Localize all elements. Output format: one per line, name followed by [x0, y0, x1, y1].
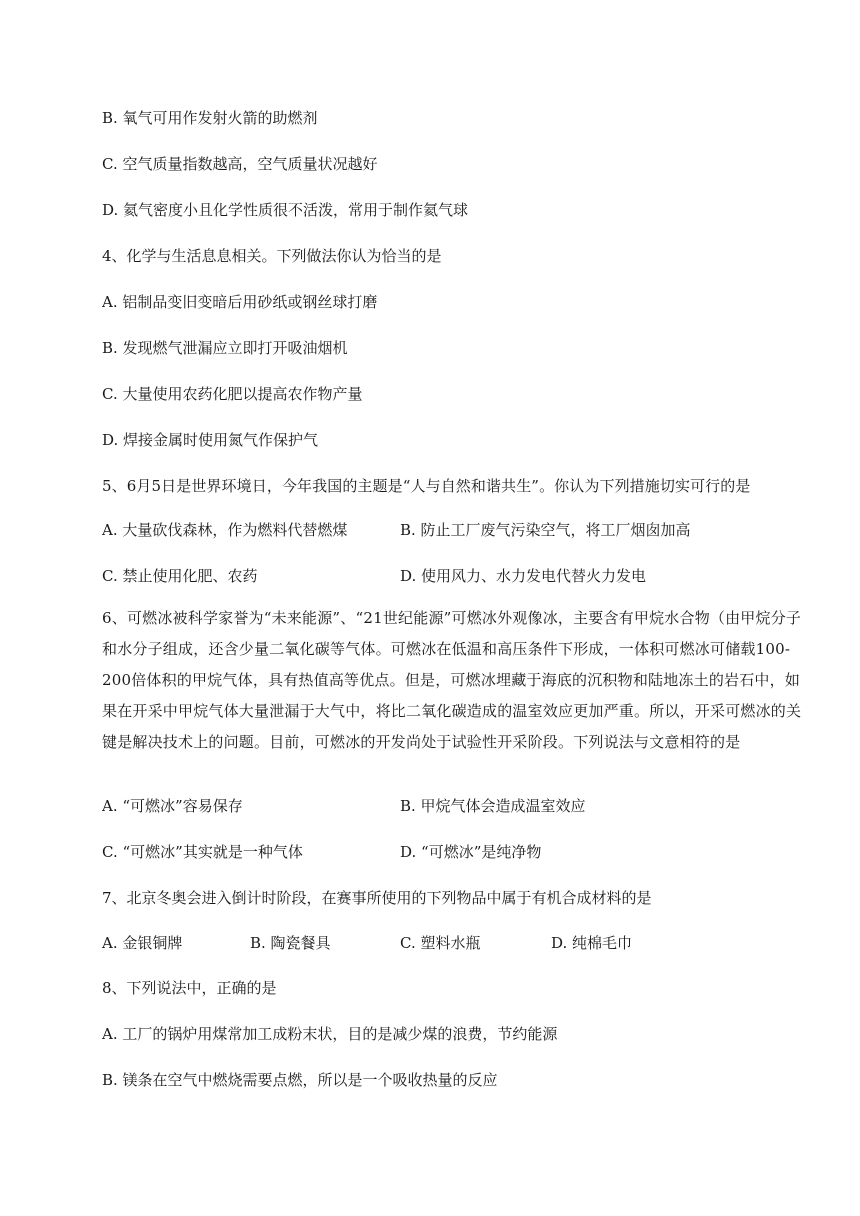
q7-option-c: C. 塑料水瓶	[400, 934, 481, 952]
q3-option-d: D. 氦气密度小且化学性质很不活泼，常用于制作氦气球	[102, 201, 469, 219]
q4-option-d: D. 焊接金属时使用氮气作保护气	[102, 431, 319, 449]
q6-option-d: D. “可燃冰”是纯净物	[400, 843, 542, 861]
q3-option-b: B. 氧气可用作发射火箭的助燃剂	[102, 109, 318, 127]
q8-option-a: A. 工厂的锅炉用煤常加工成粉末状，目的是减少煤的浪费，节约能源	[102, 1025, 558, 1043]
q5-option-c: C. 禁止使用化肥、农药	[102, 567, 258, 585]
q6-option-b: B. 甲烷气体会造成温室效应	[400, 797, 586, 815]
q7-option-a: A. 金银铜牌	[102, 934, 183, 952]
q6-option-a: A. “可燃冰”容易保存	[102, 797, 243, 815]
q5-option-d: D. 使用风力、水力发电代替火力发电	[400, 567, 647, 585]
q6-option-c: C. “可燃冰”其实就是一种气体	[102, 843, 303, 861]
q5-option-a: A. 大量砍伐森林，作为燃料代替燃煤	[102, 521, 348, 539]
q7-option-d: D. 纯棉毛巾	[551, 934, 633, 952]
q5-stem: 5、6月5日是世界环境日，今年我国的主题是“人与自然和谐共生”。你认为下列措施切实可行的是	[102, 477, 751, 495]
q4-option-c: C. 大量使用农药化肥以提高农作物产量	[102, 385, 363, 403]
q4-option-b: B. 发现燃气泄漏应立即打开吸油烟机	[102, 339, 348, 357]
q4-stem: 4、化学与生活息息相关。下列做法你认为恰当的是	[102, 247, 442, 265]
q3-option-c: C. 空气质量指数越高，空气质量状况越好	[102, 155, 378, 173]
q7-option-b: B. 陶瓷餐具	[250, 934, 331, 952]
q8-option-b: B. 镁条在空气中燃烧需要点燃，所以是一个吸收热量的反应	[102, 1071, 498, 1089]
q5-option-b: B. 防止工厂废气污染空气，将工厂烟囱加高	[400, 521, 691, 539]
q6-stem: 6、可燃冰被科学家誉为“未来能源”、“21世纪能源”可燃冰外观像冰，主要含有甲烷水合物（由甲烷分子和水分子组成，还含少量二氧化碳等气体。可燃冰在低温和高压条件下形成，一体积可燃冰可储载100-200倍体积的甲烷气体，具有热值高等优点。但是，可燃冰埋藏于海底的沉积物和陆地冻土的岩石中，如果在开采中甲烷气体大量泄漏于大气中，将比二氧化碳造成的温室效应更加严重。所以，开采可燃冰的关键是解决技术上的问题。目前，可燃冰的开发尚处于试验性开采阶段。下列说法与文意相符的是	[102, 609, 802, 751]
q7-stem: 7、北京冬奥会进入倒计时阶段，在赛事所使用的下列物品中属于有机合成材料的是	[102, 889, 652, 907]
q8-stem: 8、下列说法中，正确的是	[102, 979, 277, 997]
q4-option-a: A. 铝制品变旧变暗后用砂纸或钢丝球打磨	[102, 293, 378, 311]
